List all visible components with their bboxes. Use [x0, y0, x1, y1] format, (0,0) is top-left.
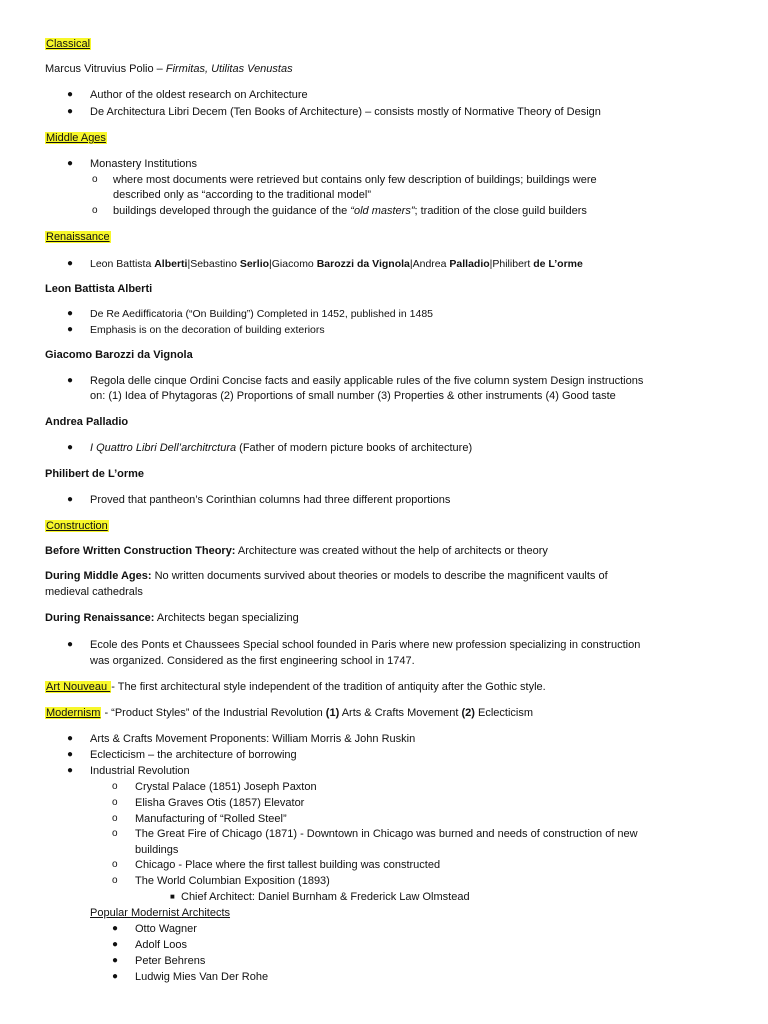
circle-o-marker-icon: o: [112, 859, 118, 870]
list-item: Chicago - Place where the first tallest building was constructed: [135, 859, 441, 871]
list-item: Industrial Revolution: [90, 765, 190, 777]
bullet-dot-icon: ●: [112, 955, 119, 966]
bullet-dot-icon: ●: [67, 258, 74, 269]
circle-o-marker-icon: o: [112, 828, 118, 839]
bullet-dot-icon: ●: [67, 158, 74, 169]
during-middle-ages: During Middle Ages: No written documents survived about theories or models to describe the magnificent vaults of: [45, 570, 608, 582]
middle-ages-heading: Middle Ages: [46, 132, 106, 144]
renaissance-architects-list: Leon Battista Alberti|Sebastino Serlio|Giacomo Barozzi da Vignola|Andrea Palladio|Philibert de L’orme: [90, 258, 583, 270]
list-item-continued: was organized. Considered as the first engineering school in 1747.: [90, 655, 415, 667]
list-item: I Quattro Libri Dell’architrctura (Father of modern picture books of architecture): [90, 442, 473, 454]
list-item: Regola delle cinque Ordini Concise facts and easily applicable rules of the five column system Design instructions: [90, 375, 644, 387]
bullet-dot-icon: ●: [67, 494, 74, 505]
list-item: Otto Wagner: [135, 923, 197, 935]
list-item-continued: on: (1) Idea of Phytagoras (2) Proportions of small number (3) Properties & other instruments (4) Good taste: [90, 390, 616, 402]
bullet-dot-icon: ●: [67, 308, 74, 319]
during-middle-ages-continued: medieval cathedrals: [45, 586, 143, 598]
bullet-dot-icon: ●: [67, 106, 74, 117]
art-nouveau-line: Art Nouveau - The first architectural style independent of the tradition of antiquity after the Gothic style.: [46, 681, 546, 693]
list-item: Emphasis is on the decoration of building exteriors: [90, 324, 325, 336]
circle-o-marker-icon: o: [92, 205, 98, 216]
bullet-dot-icon: ●: [67, 733, 74, 744]
list-item: Peter Behrens: [135, 955, 206, 967]
construction-heading: Construction: [46, 520, 108, 532]
bullet-dot-icon: ●: [112, 971, 119, 982]
square-bullet-icon: ■: [170, 892, 175, 901]
circle-o-marker-icon: o: [112, 781, 118, 792]
bullet-dot-icon: ●: [112, 923, 119, 934]
before-written-theory: Before Written Construction Theory: Architecture was created without the help of architects or theory: [45, 545, 548, 557]
list-item: Adolf Loos: [135, 939, 187, 951]
during-renaissance: During Renaissance: Architects began specializing: [45, 612, 299, 624]
circle-o-marker-icon: o: [112, 875, 118, 886]
classical-heading: Classical: [46, 38, 91, 50]
circle-o-marker-icon: o: [112, 813, 118, 824]
bullet-dot-icon: ●: [67, 765, 74, 776]
list-item: Ludwig Mies Van Der Rohe: [135, 971, 269, 983]
list-item: Author of the oldest research on Architecture: [90, 89, 308, 101]
list-item: Proved that pantheon’s Corinthian columns had three different proportions: [90, 494, 451, 506]
renaissance-heading: Renaissance: [46, 231, 110, 243]
circle-o-marker-icon: o: [112, 797, 118, 808]
list-item: De Architectura Libri Decem (Ten Books of Architecture) – consists mostly of Normative Theory of Design: [90, 106, 601, 118]
popular-modernist-architects-heading: Popular Modernist Architects: [90, 907, 231, 919]
list-item: buildings developed through the guidance of the “old masters”; tradition of the close guild builders: [113, 205, 587, 217]
list-item: Eclecticism – the architecture of borrowing: [90, 749, 297, 761]
bullet-dot-icon: ●: [67, 375, 74, 386]
list-item: Elisha Graves Otis (1857) Elevator: [135, 797, 305, 809]
bullet-dot-icon: ●: [67, 639, 74, 650]
list-item: Monastery Institutions: [90, 158, 197, 170]
palladio-heading: Andrea Palladio: [45, 416, 129, 428]
bullet-dot-icon: ●: [67, 749, 74, 760]
list-item: De Re Aedifficatoria (“On Building”) Completed in 1452, published in 1485: [90, 308, 434, 320]
bullet-dot-icon: ●: [112, 939, 119, 950]
list-item: Arts & Crafts Movement Proponents: William Morris & John Ruskin: [90, 733, 416, 745]
list-item: Crystal Palace (1851) Joseph Paxton: [135, 781, 317, 793]
list-item: Manufacturing of “Rolled Steel”: [135, 813, 287, 825]
bullet-dot-icon: ●: [67, 324, 74, 335]
delorme-heading: Philibert de L’orme: [45, 468, 145, 480]
bullet-dot-icon: ●: [67, 442, 74, 453]
modernism-line: Modernism - “Product Styles” of the Industrial Revolution (1) Arts & Crafts Movement (2) Eclecticism: [46, 707, 534, 719]
list-item: The Great Fire of Chicago (1871) - Downtown in Chicago was burned and needs of construction of new: [135, 828, 638, 840]
vitruvius-line: Marcus Vitruvius Polio – Firmitas, Utilitas Venustas: [45, 63, 293, 75]
list-item: where most documents were retrieved but contains only few description of buildings; buildings were: [113, 174, 597, 186]
alberti-heading: Leon Battista Alberti: [45, 283, 153, 295]
list-item-continued: buildings: [135, 844, 179, 856]
list-item-continued: described only as “according to the traditional model”: [113, 189, 372, 201]
vignola-heading: Giacomo Barozzi da Vignola: [45, 349, 193, 361]
bullet-dot-icon: ●: [67, 89, 74, 100]
list-item: Chief Architect: Daniel Burnham & Frederick Law Olmstead: [181, 891, 470, 903]
list-item: The World Columbian Exposition (1893): [135, 875, 330, 887]
list-item: Ecole des Ponts et Chaussees Special school founded in Paris where new profession specializing in construction: [90, 639, 641, 651]
circle-o-marker-icon: o: [92, 174, 98, 185]
